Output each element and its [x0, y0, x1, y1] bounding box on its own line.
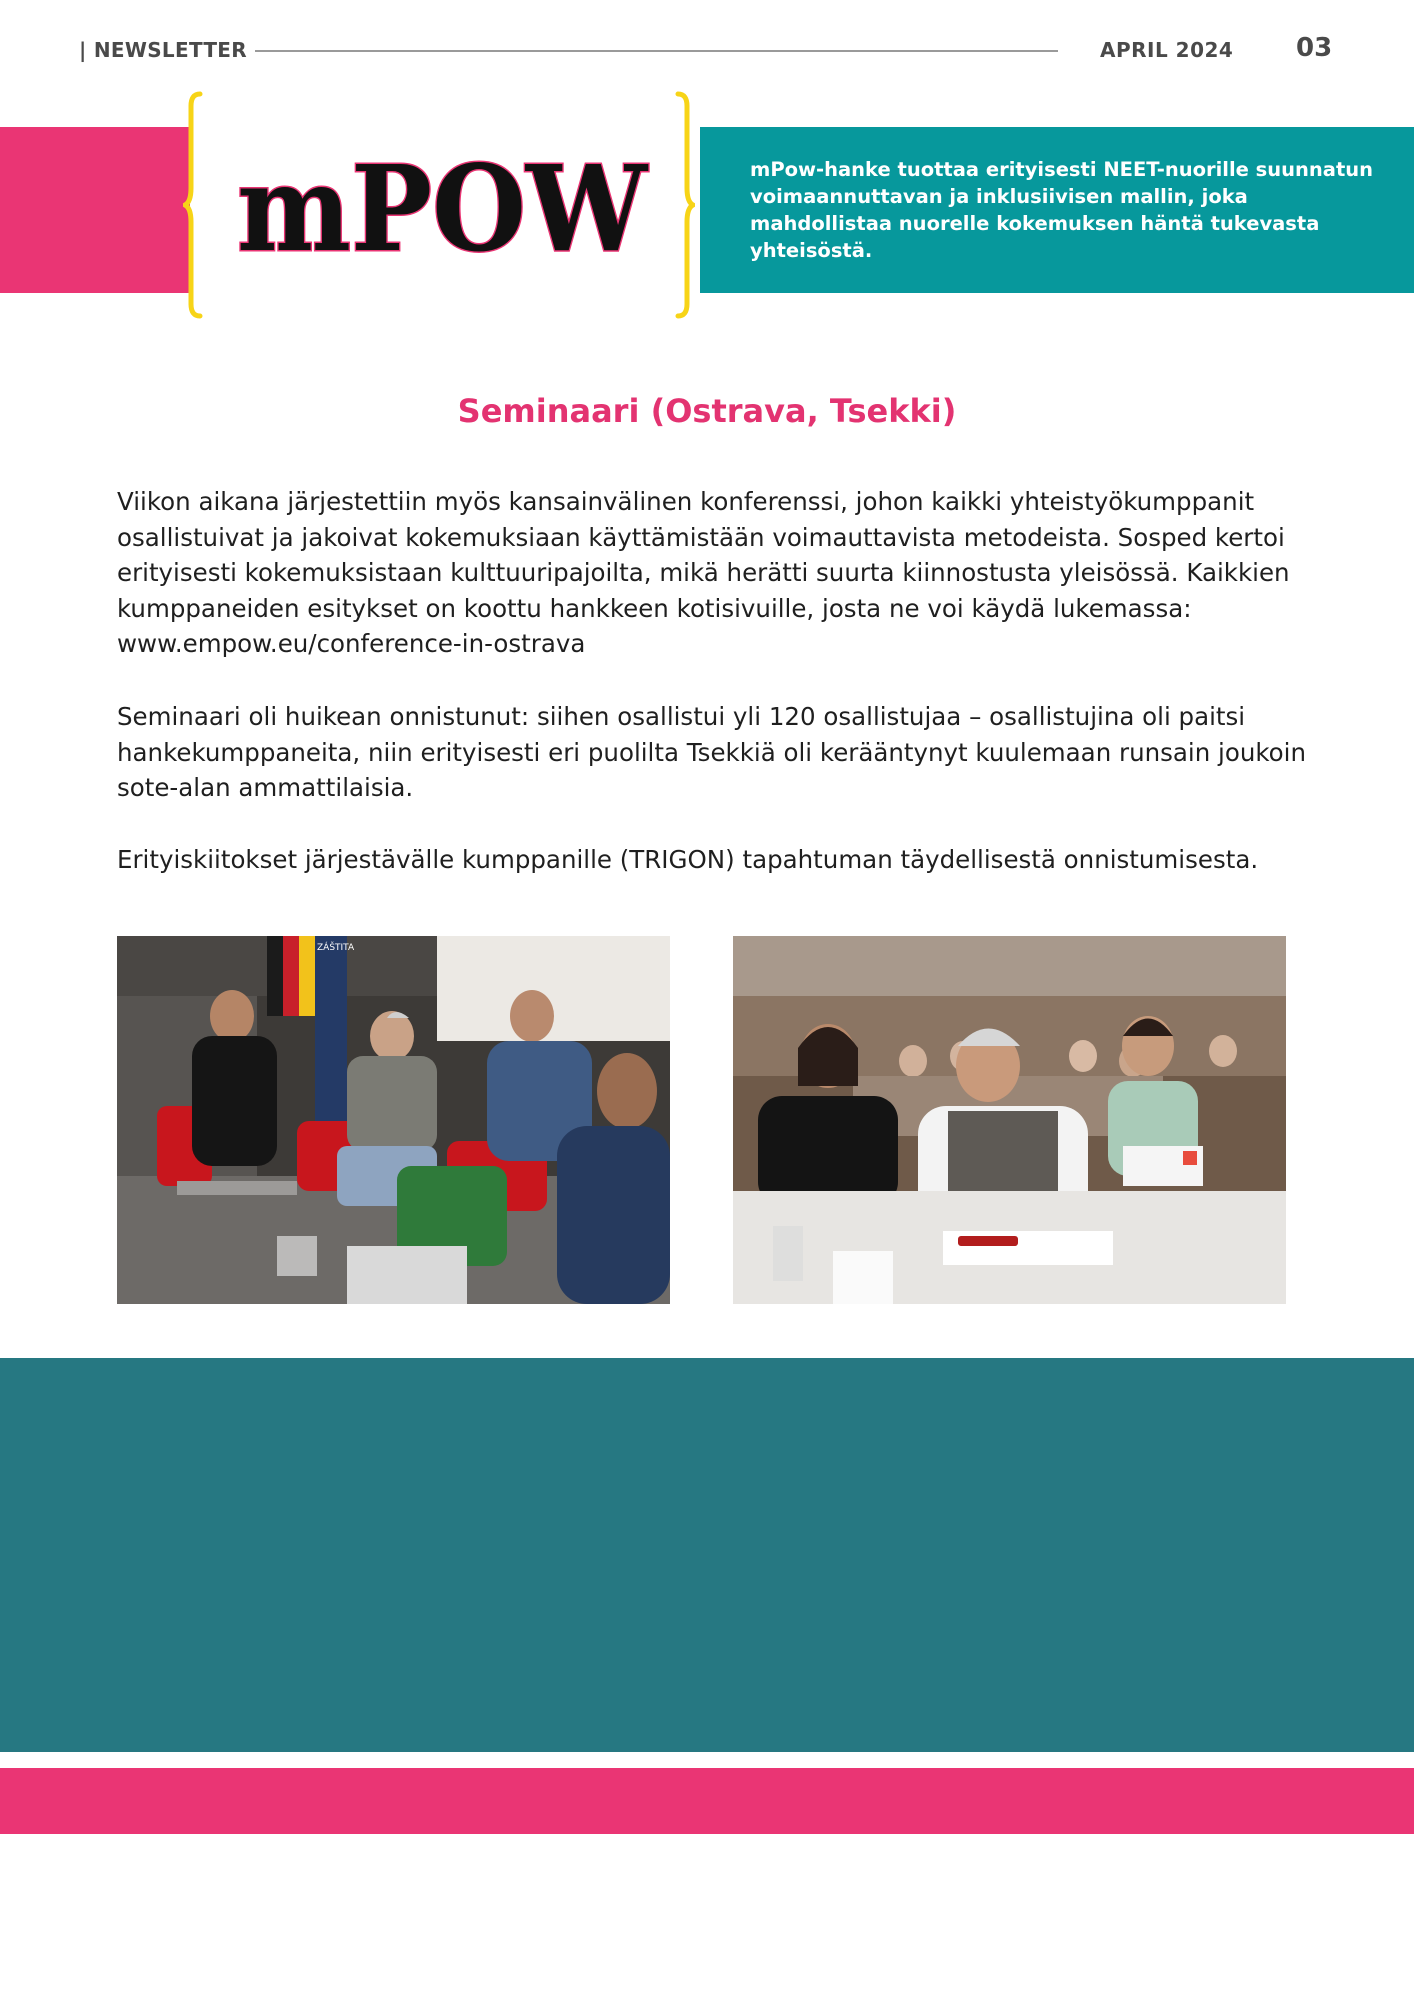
- banner-pink-block: [0, 127, 190, 293]
- paragraph-attendance: [117, 699, 1317, 806]
- left-brace-icon: [183, 90, 203, 320]
- page-number: 03: [1296, 33, 1333, 63]
- paragraph-2-text: Seminaari oli huikean onnistunut: siihen osallistui yli 120 osallistujaa – osallistujina oli paitsi hankekumppaneita, niin erityisesti eri puolilta Tsekkiä oli kerääntynyt kuulemaan runsain joukoin sote-alan ammattilaisia.: [117, 702, 1307, 802]
- banner-text: ZÁŠTITA: [317, 943, 355, 953]
- footer-pink-stripe: [0, 1768, 1414, 1834]
- paragraph-intro: [117, 484, 1317, 662]
- right-brace-icon: [675, 90, 695, 320]
- header-divider: [255, 50, 1058, 52]
- panel-discussion-photo: [117, 936, 670, 1304]
- logo-text: mPOW: [237, 140, 649, 270]
- paragraph-thanks: [117, 842, 1317, 878]
- mpow-logo: [232, 140, 652, 270]
- paragraph-1-text: Viikon aikana järjestettiin myös kansainvälinen konferenssi, johon kaikki yhteistyökumppanit osallistuivat ja jakoivat kokemuksiaan käyttämistään voimauttavista metodeista. Sosped kertoi erityisesti kokemuksistaan kulttuuripajoilta, mikä herätti suurta kiinnostusta yleisössä. Kaikkien kumppaneiden esitykset on koottu hankkeen kotisivuille, josta ne voi käydä lukemassa: www.empow.eu/conference-in-ostrava: [117, 487, 1290, 658]
- audience-photo: [733, 936, 1286, 1304]
- paragraph-3-text: Erityiskiitokset järjestävälle kumppanille (TRIGON) tapahtuman täydellisestä onnistumisesta.: [117, 845, 1259, 874]
- issue-date: APRIL 2024: [1100, 38, 1234, 62]
- article-title: Seminaari (Ostrava, Tsekki): [457, 392, 957, 430]
- banner-tagline: mPow-hanke tuottaa erityisesti NEET-nuorille suunnatun voimaannuttavan ja inklusiivisen mallin, joka mahdollistaa nuorelle kokemuksen häntä tukevasta yhteisöstä.: [750, 158, 1374, 262]
- newsletter-label: | NEWSLETTER: [79, 38, 247, 62]
- footer-teal-block: [0, 1358, 1414, 1752]
